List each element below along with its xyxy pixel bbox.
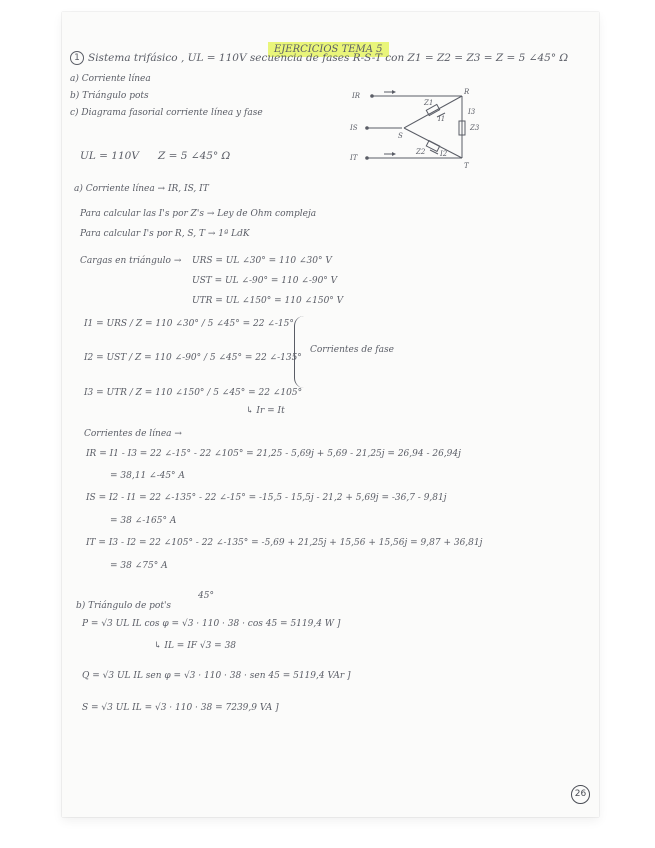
delta-circuit-diagram bbox=[342, 84, 502, 182]
part-a-note-ohm: Para calcular las I's por Z's → Ley de Ohm compleja bbox=[80, 209, 317, 219]
label-s: S bbox=[398, 132, 403, 140]
apparent-power-s: S = √3 UL IL = √3 · 110 · 38 = 7239,9 VA ] bbox=[82, 703, 279, 713]
active-power-note: ↳ IL = IF √3 = 38 bbox=[154, 641, 237, 651]
given-z: Z = 5 ∠45° Ω bbox=[158, 150, 231, 162]
phase-currents-note: Corrientes de fase bbox=[310, 345, 394, 355]
label-ir: IR bbox=[352, 92, 361, 100]
phase-current-i2: I2 = UST / Z = 110 ∠-90° / 5 ∠45° = 22 ∠-135° bbox=[84, 353, 302, 363]
label-i2: I2 bbox=[440, 150, 448, 158]
problem-statement: Sistema trifásico , UL = 110V secuencia de fases R-S-T con Z1 = Z2 = Z3 = Z = 5 ∠45° Ω bbox=[88, 52, 569, 64]
phase-current-i1: I1 = URS / Z = 110 ∠30° / 5 ∠45° = 22 ∠-15° bbox=[84, 319, 294, 329]
r-terminal bbox=[370, 94, 374, 98]
t-terminal bbox=[365, 156, 369, 160]
voltage-ust: UST = UL ∠-90° = 110 ∠-90° V bbox=[192, 276, 338, 286]
label-it: IT bbox=[350, 154, 358, 162]
label-i3: I3 bbox=[468, 108, 476, 116]
line-currents-heading: Corrientes de línea → bbox=[84, 429, 182, 439]
phase-current-i3: I3 = UTR / Z = 110 ∠150° / 5 ∠45° = 22 ∠105° bbox=[84, 388, 303, 398]
label-t: T bbox=[464, 162, 469, 170]
part-a-heading: a) Corriente línea → IR, IS, IT bbox=[74, 184, 209, 194]
voltage-urs: URS = UL ∠30° = 110 ∠30° V bbox=[192, 256, 332, 266]
it-arrowhead bbox=[392, 152, 396, 156]
line-current-is-result: = 38 ∠-165° A bbox=[110, 516, 177, 526]
loads-label: Cargas en triángulo → bbox=[80, 256, 182, 266]
power-angle-note: 45° bbox=[198, 591, 214, 601]
line-current-ir-eq: IR = I1 - I3 = 22 ∠-15° - 22 ∠105° = 21,25 - 5,69j + 5,69 - 21,25j = 26,94 - 26,94j bbox=[86, 449, 461, 459]
active-power-p: P = √3 UL IL cos φ = √3 · 110 · 38 · cos 45 = 5119,4 W ] bbox=[82, 619, 341, 629]
voltage-utr: UTR = UL ∠150° = 110 ∠150° V bbox=[192, 296, 344, 306]
reactive-power-q: Q = √3 UL IL sen φ = √3 · 110 · 38 · sen 45 = 5119,4 VAr ] bbox=[82, 671, 351, 681]
part-a-note-ldk: Para calcular I's por R, S, T → 1ª LdK bbox=[80, 229, 250, 239]
label-r: R bbox=[464, 88, 470, 96]
page-title: EJERCICIOS TEMA 5 bbox=[268, 42, 389, 57]
label-z3: Z3 bbox=[470, 124, 480, 132]
part-b-heading: b) Triángulo de pot's bbox=[76, 601, 172, 611]
exercise-number: 1 bbox=[70, 51, 84, 65]
line-current-ir-result: = 38,11 ∠-45° A bbox=[110, 471, 185, 481]
notebook-page bbox=[62, 12, 599, 817]
phase-currents-brace bbox=[294, 316, 305, 388]
line-current-it-result: = 38 ∠75° A bbox=[110, 561, 168, 571]
problem-item-a: a) Corriente línea bbox=[70, 74, 151, 84]
i3-side-note: ↳ Ir = It bbox=[246, 406, 285, 416]
given-ul: UL = 110V bbox=[80, 150, 139, 162]
i2-arrow bbox=[430, 150, 438, 154]
problem-item-c: c) Diagrama fasorial corriente línea y fase bbox=[70, 108, 263, 118]
line-current-is-eq: IS = I2 - I1 = 22 ∠-135° - 22 ∠-15° = -15,5 - 15,5j - 21,2 + 5,69j = -36,7 - 9,81j bbox=[86, 493, 447, 503]
s-terminal bbox=[365, 126, 369, 130]
label-i1: I1 bbox=[438, 115, 446, 123]
label-is: IS bbox=[350, 124, 358, 132]
label-z2: Z2 bbox=[416, 148, 426, 156]
z2-resistor bbox=[426, 141, 439, 152]
page-number: 26 bbox=[571, 785, 590, 804]
line-current-it-eq: IT = I3 - I2 = 22 ∠105° - 22 ∠-135° = -5,69 + 21,25j + 15,56 + 15,56j = 9,87 + 36,81j bbox=[86, 538, 483, 548]
problem-item-b: b) Triángulo pots bbox=[70, 91, 149, 101]
ir-arrowhead bbox=[392, 90, 396, 94]
label-z1: Z1 bbox=[424, 99, 434, 107]
